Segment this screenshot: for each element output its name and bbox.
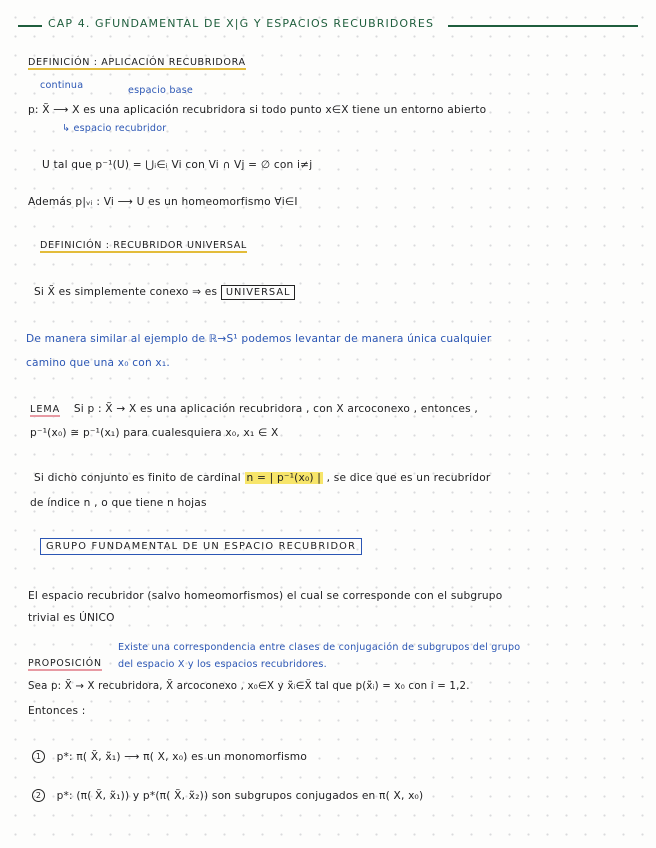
- item2-text: p*: (π( X̃, x̃₁)) y p*(π( X̃, x̃₂)) son subgrupos conjugados en π( X, x₀): [56, 790, 424, 802]
- lema-label: LEMA: [30, 404, 61, 415]
- item1-number: 1: [32, 750, 45, 763]
- index-line2: de índice n , o que tiene n hojas: [30, 497, 207, 509]
- prop-note1: Existe una correspondencia entre clases de conjugación de subgrupos del grupo: [118, 642, 521, 653]
- header-rule-right: [448, 25, 638, 27]
- lema-line1: [30, 403, 478, 415]
- note-blue-line1: De manera similar al ejemplo de ℝ→S¹ podemos levantar de manera única cualquier: [26, 333, 492, 345]
- item1-text: p*: π( X̃, x̃₁) ⟶ π( X, x₀) es un monomorfismo: [56, 751, 308, 763]
- def2-line: [34, 286, 295, 298]
- item2-number: 2: [32, 789, 45, 802]
- section2-box: GRUPO FUNDAMENTAL DE UN ESPACIO RECUBRIDOR: [40, 538, 362, 555]
- index-line1: [34, 472, 490, 484]
- section2-heading: [40, 540, 362, 552]
- prop-note2: del espacio X y los espacios recubridores.: [118, 659, 327, 670]
- statement-line2: trivial es ÚNICO: [28, 612, 115, 624]
- prop-label: PROPOSICIÓN: [28, 658, 102, 669]
- chapter-title: CAP 4. GFUNDAMENTAL DE X|G Y ESPACIOS RECUBRIDORES: [48, 17, 435, 30]
- lema-line2: p⁻¹(x₀) ≅ p⁻¹(x₁) para cualesquiera x₀, x₁ ∈ X: [30, 427, 279, 439]
- prop-line1: Sea p: X̃ → X recubridora, X̃ arcoconexo , x₀∈X y x̃ᵢ∈X̃ tal que p(x̃ᵢ) = x₀ con i = 1,2.: [28, 681, 470, 692]
- def1-line3: Además p|ᵥᵢ : Vi ⟶ U es un homeomorfismo ∀i∈I: [28, 196, 298, 208]
- index-highlight: n = | p⁻¹(x₀) |: [246, 472, 322, 484]
- statement-line1: El espacio recubridor (salvo homeomorfismos) el cual se corresponde con el subgrupo: [28, 590, 503, 602]
- def2-heading-text: DEFINICIÓN : RECUBRIDOR UNIVERSAL: [40, 240, 247, 251]
- prop-heading: [28, 657, 102, 669]
- note-blue-line2: camino que una x₀ con x₁.: [26, 357, 170, 369]
- def2-text: Si X̃ es simplemente conexo ⇒ es: [34, 286, 218, 298]
- def2-heading: [40, 240, 247, 251]
- note-espacio-base: espacio base: [128, 85, 193, 96]
- note-espacio-recubridor: ↳ espacio recubridor: [62, 123, 167, 134]
- index-text-pre: Si dicho conjunto es finito de cardinal: [34, 472, 241, 484]
- def1-heading: [28, 57, 246, 68]
- prop-line2: Entonces :: [28, 705, 86, 717]
- note-continua: continua: [40, 80, 84, 91]
- def1-line1: p: X̃ ⟶ X es una aplicación recubridora si todo punto x∈X tiene un entorno abierto: [28, 104, 487, 116]
- index-text-post: , se dice que es un recubridor: [326, 472, 491, 484]
- def1-heading-text: DEFINICIÓN : APLICACIÓN RECUBRIDORA: [28, 57, 246, 68]
- header-rule-left: [18, 25, 42, 27]
- lema-text: Si p : X̃ → X es una aplicación recubridora , con X arcoconexo , entonces ,: [73, 403, 478, 415]
- prop-item2: [32, 789, 423, 802]
- def1-line2: U tal que p⁻¹(U) = ⋃ᵢ∈ᵢ Vi con Vi ∩ Vj = ∅ con i≠j: [42, 159, 313, 171]
- prop-item1: [32, 750, 307, 763]
- universal-box: UNIVERSAL: [221, 285, 296, 300]
